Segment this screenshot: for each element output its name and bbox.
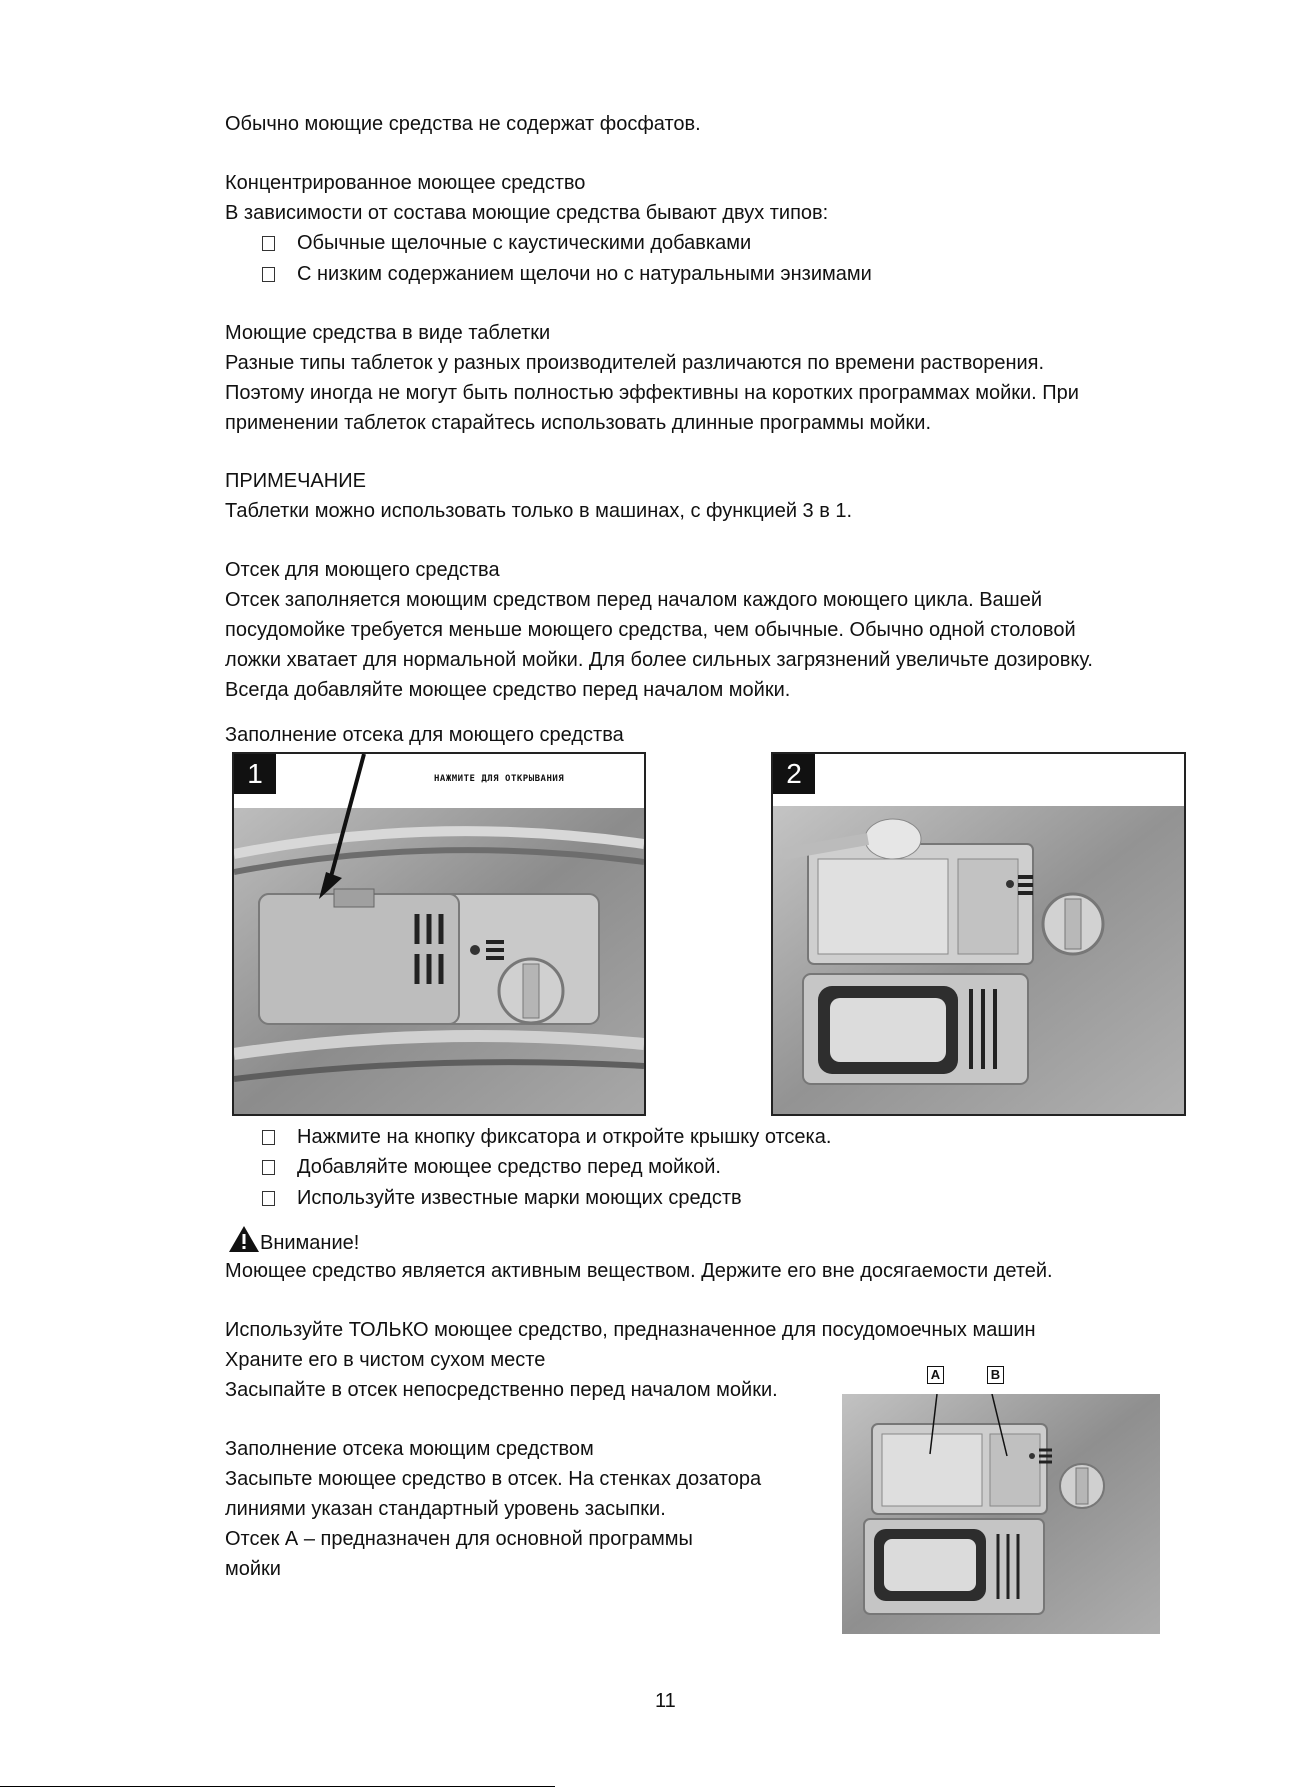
fill-line: Засыпьте моющее средство в отсек. На стенках дозатора <box>225 1468 762 1490</box>
warning-title: Внимание! <box>260 1232 360 1254</box>
compartment-line: посудомойке требуется меньше моющего средства, чем обычные. Обычно одной столовой <box>225 619 1076 641</box>
fill-title: Заполнение отсека моющим средством <box>225 1438 594 1460</box>
concentrated-intro: В зависимости от состава моющие средства бывают двух типов: <box>225 202 829 224</box>
dispenser-open-illustration <box>773 754 1184 1114</box>
list-item: Обычные щелочные с каустическими добавками <box>262 228 751 258</box>
compartment-line: Отсек заполняется моющим средством перед началом каждого моющего цикла. Вашей <box>225 589 1043 611</box>
figure-2-number: 2 <box>773 754 815 794</box>
tablets-line: применении таблеток старайтесь использовать длинные программы мойки. <box>225 412 932 434</box>
usage-line: Засыпайте в отсек непосредственно перед началом мойки. <box>225 1379 778 1401</box>
list-item: С низким содержанием щелочи но с натуральными энзимами <box>262 259 872 289</box>
tablets-line: Поэтому иногда не могут быть полностью эффективны на коротких программах мойки. При <box>225 382 1079 404</box>
compartments-illustration <box>842 1394 1160 1634</box>
bullet-box-icon <box>262 236 275 251</box>
tablets-line: Разные типы таблеток у разных производителей различаются по времени растворения. <box>225 352 1045 374</box>
concentrated-title: Концентрированное моющее средство <box>225 172 586 194</box>
usage-line: Храните его в чистом сухом месте <box>225 1349 546 1371</box>
fill-line: Отсек А – предназначен для основной программы <box>225 1528 693 1550</box>
note-text: Таблетки можно использовать только в машинах, с функцией 3 в 1. <box>225 500 853 522</box>
filling-title: Заполнение отсека для моющего средства <box>225 724 624 746</box>
label-a: A <box>927 1366 944 1384</box>
compartment-title: Отсек для моющего средства <box>225 559 500 581</box>
dispenser-closed-illustration <box>234 754 644 1114</box>
usage-line: Используйте ТОЛЬКО моющее средство, предназначенное для посудомоечных машин <box>225 1319 1036 1341</box>
list-item: Нажмите на кнопку фиксатора и откройте крышку отсека. <box>262 1122 831 1152</box>
figure-1-number: 1 <box>234 754 276 794</box>
fill-line: линиями указан стандартный уровень засыпки. <box>225 1498 666 1520</box>
list-item: Добавляйте моющее средство перед мойкой. <box>262 1152 721 1182</box>
bullet-box-icon <box>262 1191 275 1206</box>
warning-heading <box>228 1225 359 1258</box>
fill-line: мойки <box>225 1558 281 1580</box>
bullet-box-icon <box>262 1130 275 1145</box>
footer-divider <box>0 1786 555 1787</box>
intro-text: Обычно моющие средства не содержат фосфатов. <box>225 113 701 135</box>
figure-2-dispenser-open <box>771 752 1186 1116</box>
note-title: ПРИМЕЧАНИЕ <box>225 470 366 492</box>
tablets-title: Моющие средства в виде таблетки <box>225 322 551 344</box>
warning-triangle-icon <box>228 1225 260 1253</box>
figure-1-dispenser-closed <box>232 752 646 1116</box>
warning-text: Моющее средство является активным веществом. Держите его вне досягаемости детей. <box>225 1260 1053 1282</box>
compartment-line: Всегда добавляйте моющее средство перед началом мойки. <box>225 679 791 701</box>
list-item: Используйте известные марки моющих средств <box>262 1183 742 1213</box>
figure-3-compartments <box>842 1394 1160 1634</box>
label-b: B <box>987 1366 1004 1384</box>
compartment-line: ложки хватает для нормальной мойки. Для более сильных загрязнений увеличьте дозировку. <box>225 649 1093 671</box>
bullet-box-icon <box>262 1160 275 1175</box>
page-number: 11 <box>655 1690 676 1712</box>
bullet-box-icon <box>262 267 275 282</box>
figure-1-caption: НАЖМИТЕ ДЛЯ ОТКРЫВАНИЯ <box>434 774 565 784</box>
